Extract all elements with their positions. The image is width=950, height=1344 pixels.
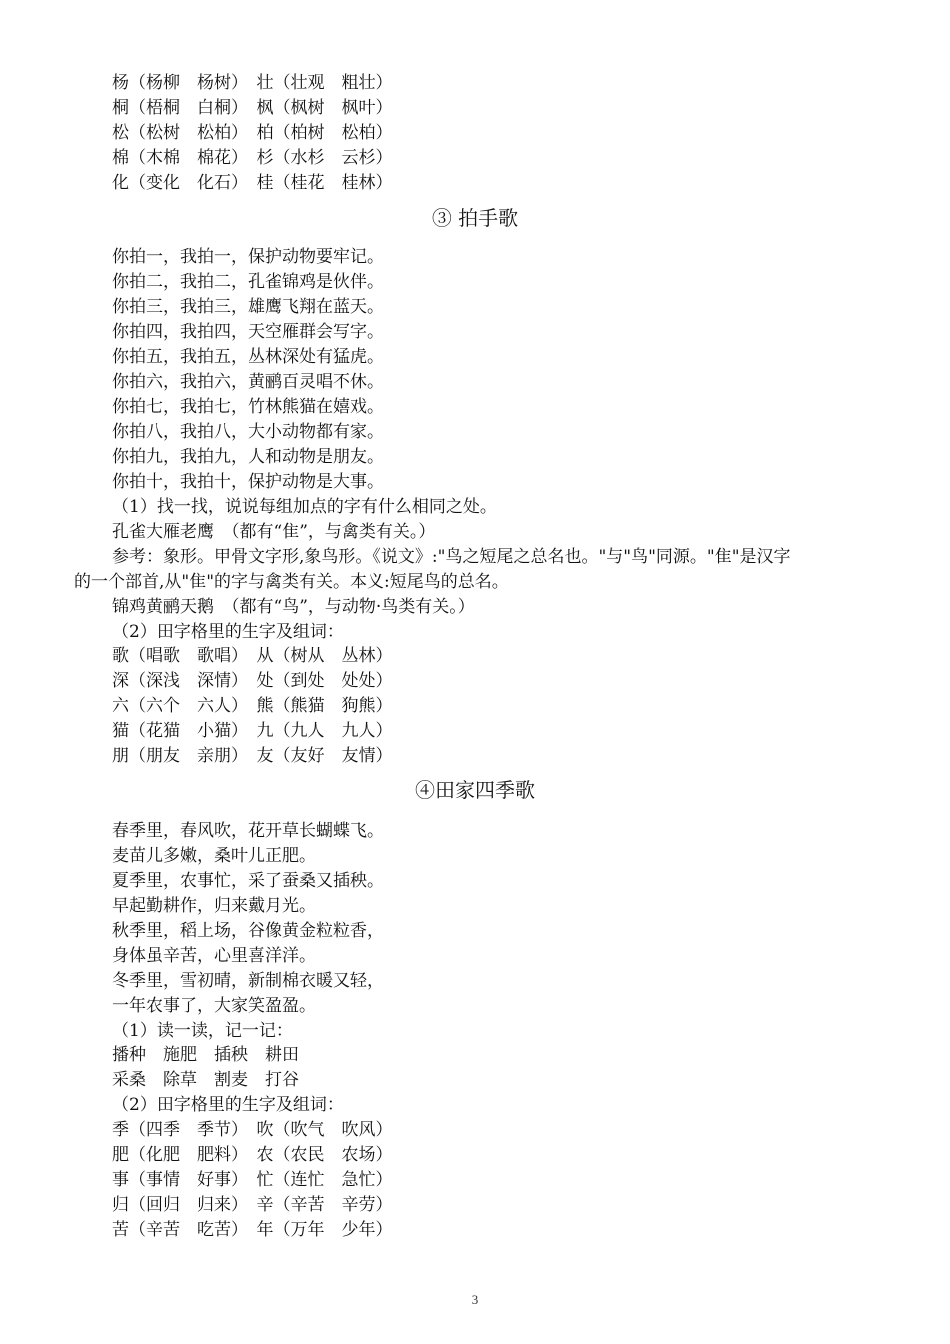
poem-line: 你拍一，我拍一，保护动物要牢记。 [112,247,384,267]
poem-line: 一年农事了，大家笑盈盈。 [112,996,316,1016]
poem-line: 冬季里，雪初晴，新制棉衣暖又轻， [112,971,384,991]
poem-line: 你拍八，我拍八，大小动物都有家。 [112,422,384,442]
word-list-row: 松（松树 松柏） 柏（柏树 松柏） [112,123,393,143]
page-number: 3 [471,1292,479,1307]
poem-line: 秋季里，稻上场，谷像黄金粒粒香， [112,921,384,941]
word-list-row: 季（四季 季节） 吹（吹气 吹风） [112,1120,393,1140]
word-list-row: 苦（辛苦 吃苦） 年（万年 少年） [112,1220,393,1240]
question-1: （1）找一找，说说每组加点的字有什么相同之处。 [112,497,497,517]
word-list-row: 桐（梧桐 白桐） 枫（枫树 枫叶） [112,98,393,118]
answer-line: 孔雀大雁老鹰 （都有“隹”，与禽类有关。） [112,522,436,542]
reference-note: 参考：象形。甲骨文字形,象鸟形。《说文》:"鸟之短尾之总名也。"与"鸟"同源。"隹"是汉字 [112,547,791,567]
poem-line: 你拍七，我拍七，竹林熊猫在嬉戏。 [112,397,384,417]
word-list-row: 深（深浅 深情） 处（到处 处处） [112,671,393,691]
question-1: （1）读一读，记一记： [112,1021,293,1041]
word-list-row: 六（六个 六人） 熊（熊猫 狗熊） [112,696,393,716]
poem-line: 夏季里，农事忙，采了蚕桑又插秧。 [112,871,384,891]
reference-note-continued: 的一个部首,从"隹"的字与禽类有关。本义:短尾鸟的总名。 [74,572,509,592]
word-list-row: 杨（杨柳 杨树） 壮（壮观 粗壮） [112,73,393,93]
section-title-clapping-song: ③ 拍手歌 [431,206,519,230]
poem-line: 你拍六，我拍六，黄鹂百灵唱不休。 [112,372,384,392]
word-list-row: 猫（花猫 小猫） 九（九人 九人） [112,721,393,741]
poem-line: 身体虽辛苦，心里喜洋洋。 [112,946,316,966]
question-2: （2）田字格里的生字及组词： [112,1095,344,1115]
poem-line: 你拍九，我拍九，人和动物是朋友。 [112,447,384,467]
poem-line: 麦苗儿多嫩，桑叶儿正肥。 [112,846,316,866]
word-list-row: 肥（化肥 肥料） 农（农民 农场） [112,1145,393,1165]
section-title-farm-seasons-song: ④田家四季歌 [415,778,535,802]
poem-line: 你拍四，我拍四，天空雁群会写字。 [112,322,384,342]
poem-line: 春季里，春风吹，花开草长蝴蝶飞。 [112,821,384,841]
question-2: （2）田字格里的生字及组词： [112,622,344,642]
word-list-row: 事（事情 好事） 忙（连忙 急忙） [112,1170,393,1190]
word-list-row: 朋（朋友 亲朋） 友（友好 友情） [112,746,393,766]
poem-line: 早起勤耕作，归来戴月光。 [112,896,316,916]
read-words-row: 采桑 除草 割麦 打谷 [112,1070,299,1090]
word-list-row: 棉（木棉 棉花） 杉（水杉 云杉） [112,148,393,168]
poem-line: 你拍三，我拍三，雄鹰飞翔在蓝天。 [112,297,384,317]
read-words-row: 播种 施肥 插秧 耕田 [112,1045,299,1065]
word-list-row: 归（回归 归来） 辛（辛苦 辛劳） [112,1195,393,1215]
word-list-row: 歌（唱歌 歌唱） 从（树从 丛林） [112,646,393,666]
word-list-row: 化（变化 化石） 桂（桂花 桂林） [112,173,393,193]
answer-line: 锦鸡黄鹂天鹅 （都有“鸟”，与动物·鸟类有关。） [112,597,475,617]
poem-line: 你拍二，我拍二，孔雀锦鸡是伙伴。 [112,272,384,292]
poem-line: 你拍五，我拍五，丛林深处有猛虎。 [112,347,384,367]
poem-line: 你拍十，我拍十，保护动物是大事。 [112,472,384,492]
